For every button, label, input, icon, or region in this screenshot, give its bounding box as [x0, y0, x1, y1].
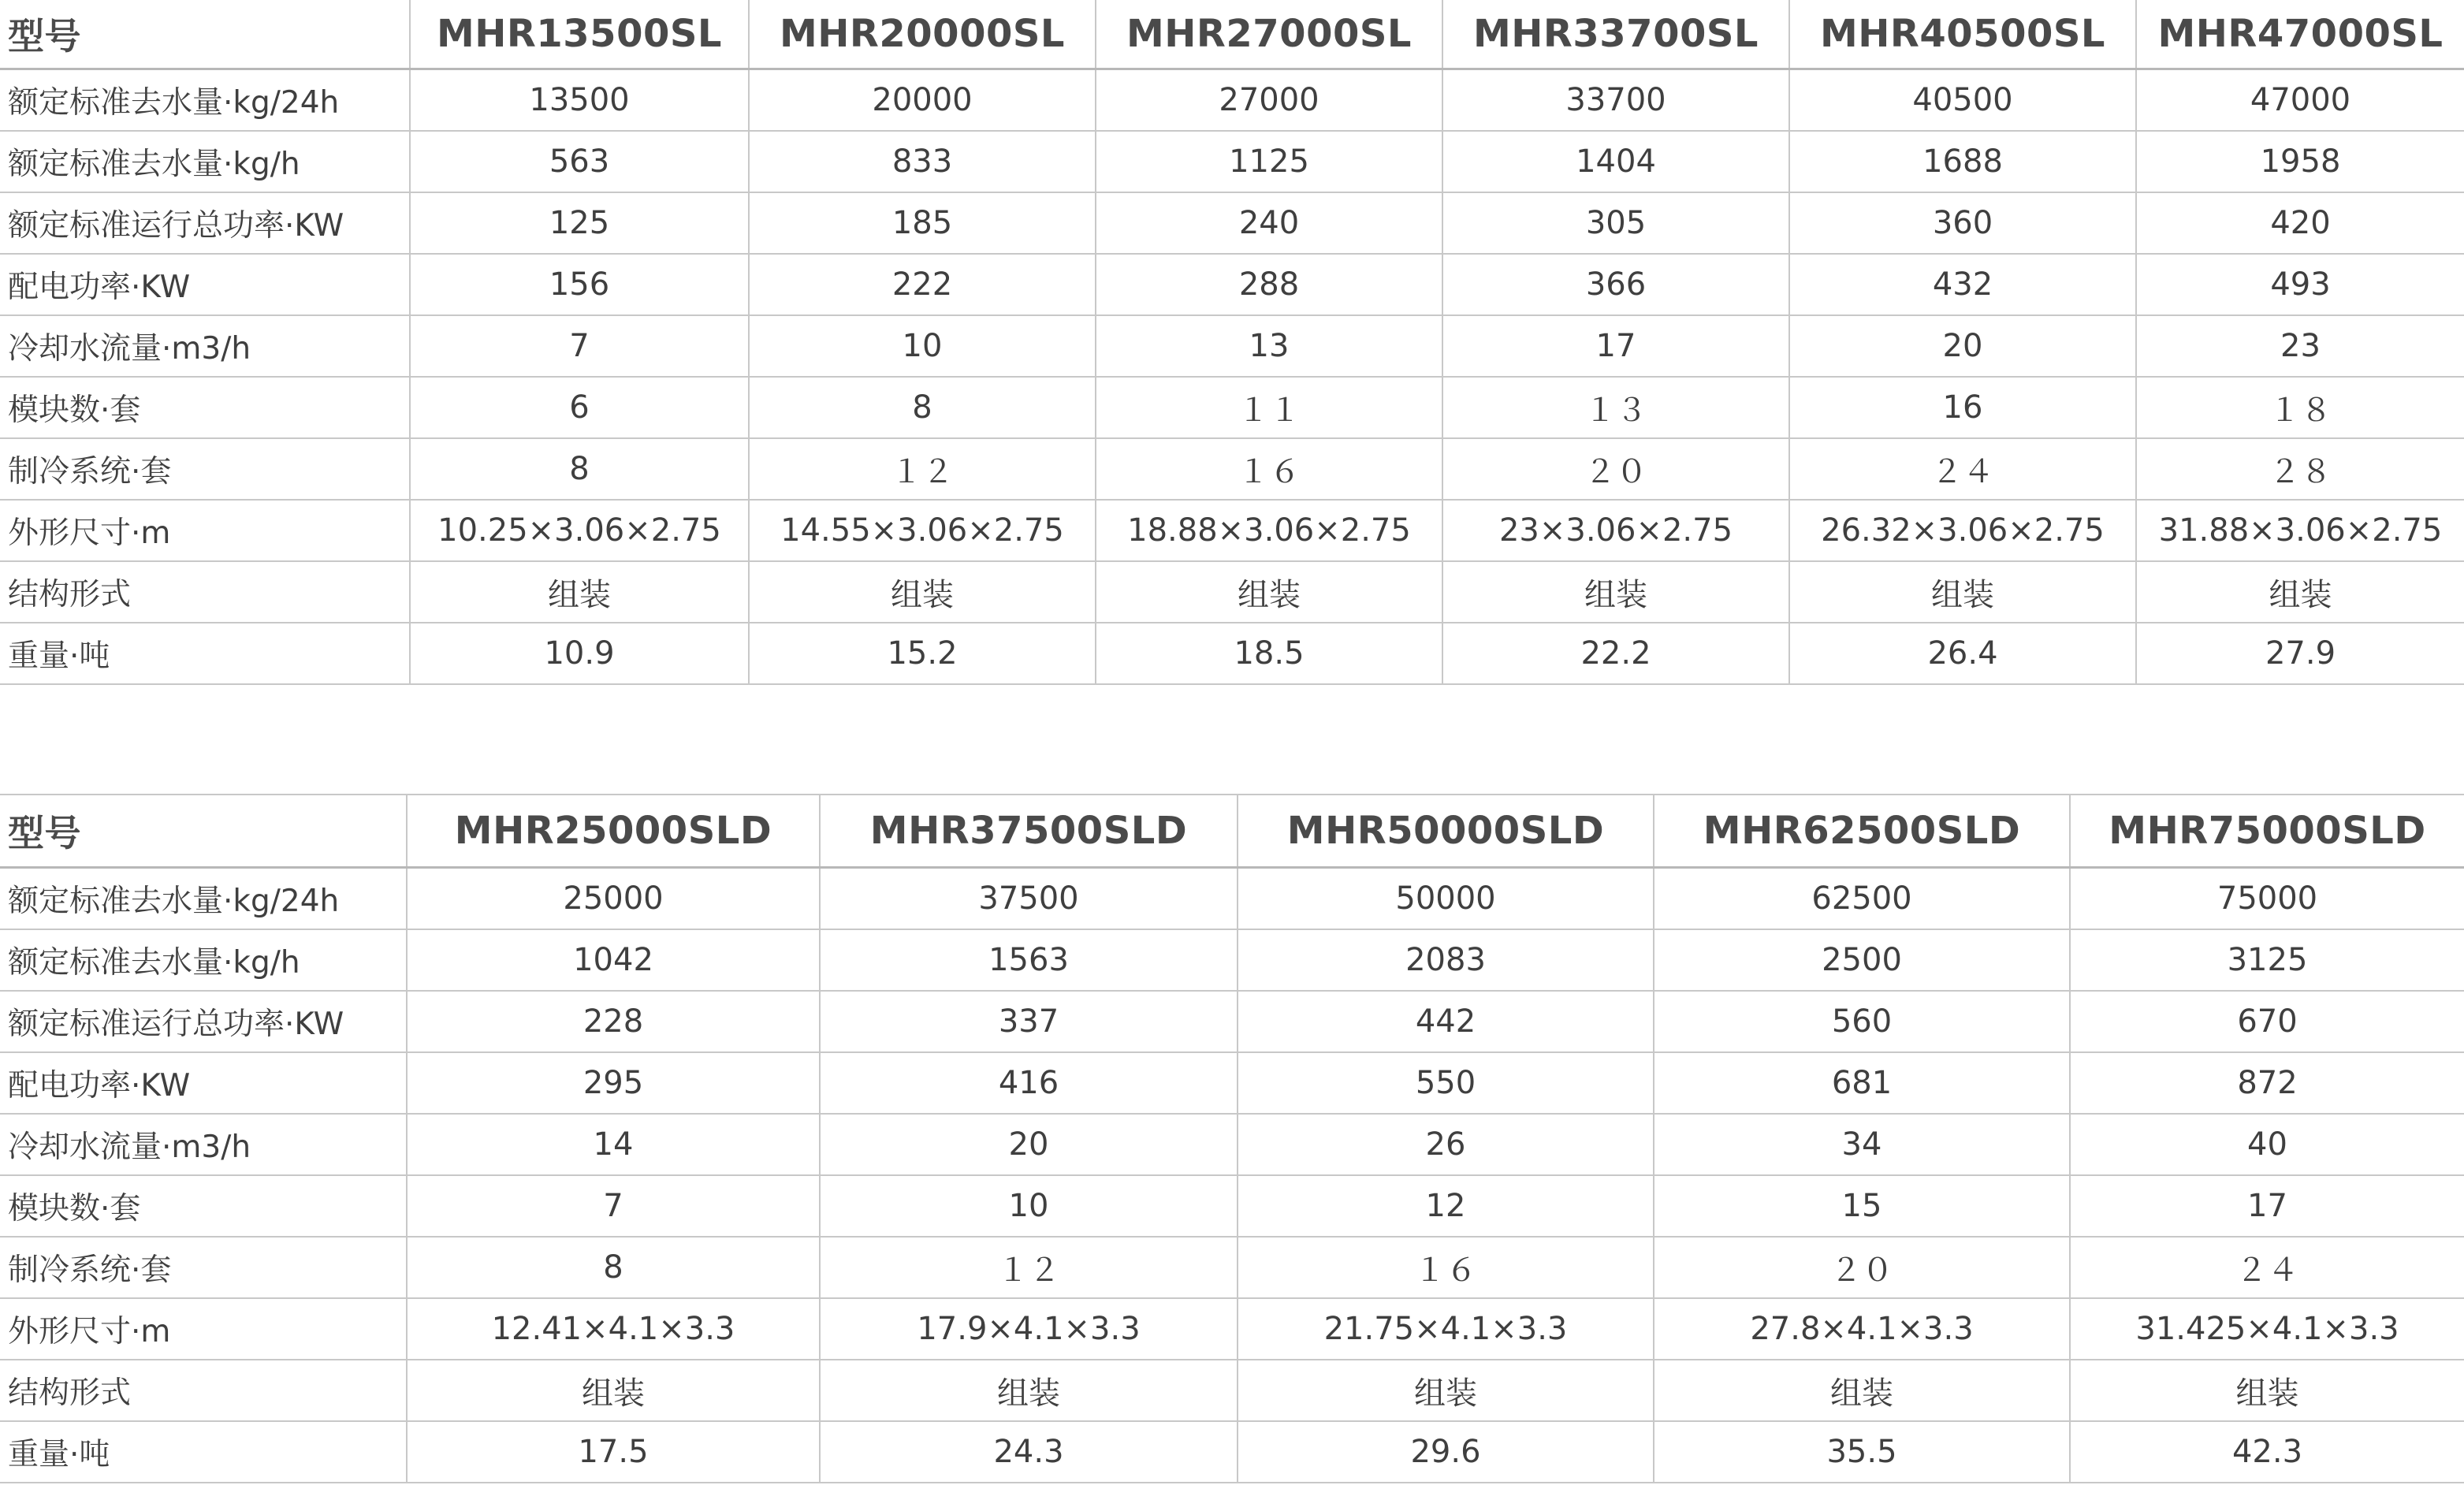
table-cell: 组装: [2070, 1360, 2464, 1421]
table-row: [0, 438, 2464, 500]
table-cell: １３: [1442, 377, 1789, 438]
table-cell: 组装: [1442, 561, 1789, 623]
table-cell: 29.6: [1238, 1421, 1654, 1483]
table-row: [0, 1237, 2464, 1298]
table-cell: 26.32×3.06×2.75: [1789, 500, 2136, 561]
table-cell: 305: [1442, 192, 1789, 254]
row-label: 重量·吨: [0, 1421, 407, 1483]
table-cell: 360: [1789, 192, 2136, 254]
model-column-header: MHR25000SLD: [407, 795, 820, 868]
table-header-row: [0, 795, 2464, 868]
model-column-header: MHR40500SL: [1789, 0, 2136, 69]
table-cell: 22.2: [1442, 623, 1789, 684]
table-row: [0, 131, 2464, 192]
table-row: [0, 1360, 2464, 1421]
table-row: [0, 1052, 2464, 1114]
model-column-header: MHR50000SLD: [1238, 795, 1654, 868]
spec-table-sld: [0, 794, 2464, 1483]
table-cell: 493: [2136, 254, 2464, 315]
table-cell: 33700: [1442, 69, 1789, 132]
table-cell: 40: [2070, 1114, 2464, 1175]
table-cell: 560: [1654, 991, 2070, 1052]
row-label: 额定标准去水量·kg/h: [0, 929, 407, 991]
row-label: 额定标准运行总功率·KW: [0, 192, 410, 254]
table-cell: ２４: [2070, 1237, 2464, 1298]
table-cell: 228: [407, 991, 820, 1052]
row-label: 冷却水流量·m3/h: [0, 1114, 407, 1175]
table-cell: 2500: [1654, 929, 2070, 991]
table-cell: 8: [749, 377, 1096, 438]
table-cell: １６: [1238, 1237, 1654, 1298]
table-row: [0, 561, 2464, 623]
table-row: [0, 623, 2464, 684]
table-cell: 20000: [749, 69, 1096, 132]
table-cell: 13500: [410, 69, 749, 132]
table-cell: 26: [1238, 1114, 1654, 1175]
table-cell: 240: [1096, 192, 1442, 254]
table-row: [0, 192, 2464, 254]
table-cell: 18.5: [1096, 623, 1442, 684]
model-column-header: MHR62500SLD: [1654, 795, 2070, 868]
table-cell: 8: [407, 1237, 820, 1298]
table-cell: 组装: [410, 561, 749, 623]
model-column-header: MHR27000SL: [1096, 0, 1442, 69]
table-cell: 47000: [2136, 69, 2464, 132]
table-cell: 62500: [1654, 868, 2070, 930]
table-cell: 1563: [820, 929, 1238, 991]
table-cell: 21.75×4.1×3.3: [1238, 1298, 1654, 1360]
table-cell: 40500: [1789, 69, 2136, 132]
row-label: 额定标准运行总功率·KW: [0, 991, 407, 1052]
table-row: [0, 991, 2464, 1052]
table-cell: 17.5: [407, 1421, 820, 1483]
table-cell: 23: [2136, 315, 2464, 377]
row-label: 配电功率·KW: [0, 254, 410, 315]
table-cell: 27.9: [2136, 623, 2464, 684]
table-cell: 26.4: [1789, 623, 2136, 684]
model-column-header: MHR13500SL: [410, 0, 749, 69]
table-cell: １２: [749, 438, 1096, 500]
table-row: [0, 69, 2464, 132]
row-label: 额定标准去水量·kg/24h: [0, 868, 407, 930]
table-cell: ２０: [1654, 1237, 2070, 1298]
table-cell: 13: [1096, 315, 1442, 377]
table-cell: 17: [2070, 1175, 2464, 1237]
table-cell: 组装: [1238, 1360, 1654, 1421]
table-cell: 432: [1789, 254, 2136, 315]
table-cell: 14.55×3.06×2.75: [749, 500, 1096, 561]
table-row: [0, 868, 2464, 930]
table-cell: 420: [2136, 192, 2464, 254]
table-cell: 组装: [407, 1360, 820, 1421]
table-cell: 1125: [1096, 131, 1442, 192]
model-column-header: MHR33700SL: [1442, 0, 1789, 69]
table-cell: 337: [820, 991, 1238, 1052]
table-cell: 872: [2070, 1052, 2464, 1114]
table-cell: 416: [820, 1052, 1238, 1114]
table-cell: 组装: [1789, 561, 2136, 623]
table-cell: ２８: [2136, 438, 2464, 500]
table-cell: 27000: [1096, 69, 1442, 132]
row-label: 模块数·套: [0, 1175, 407, 1237]
table-header-row: [0, 0, 2464, 69]
table-cell: 50000: [1238, 868, 1654, 930]
table-cell: 10.9: [410, 623, 749, 684]
table-cell: 1404: [1442, 131, 1789, 192]
table-cell: ２４: [1789, 438, 2136, 500]
table-cell: 550: [1238, 1052, 1654, 1114]
table-cell: 288: [1096, 254, 1442, 315]
table-cell: 35.5: [1654, 1421, 2070, 1483]
table-cell: 125: [410, 192, 749, 254]
row-label: 额定标准去水量·kg/24h: [0, 69, 410, 132]
table-body: [0, 69, 2464, 685]
table-row: [0, 500, 2464, 561]
table-cell: 75000: [2070, 868, 2464, 930]
table-cell: 2083: [1238, 929, 1654, 991]
table-row: [0, 1175, 2464, 1237]
table-cell: 1958: [2136, 131, 2464, 192]
table-cell: 31.425×4.1×3.3: [2070, 1298, 2464, 1360]
table-cell: 7: [410, 315, 749, 377]
table-cell: ２０: [1442, 438, 1789, 500]
model-header-label: 型号: [0, 795, 407, 868]
table-cell: 833: [749, 131, 1096, 192]
table-cell: 10: [820, 1175, 1238, 1237]
model-column-header: MHR20000SL: [749, 0, 1096, 69]
model-column-header: MHR47000SL: [2136, 0, 2464, 69]
table-cell: 27.8×4.1×3.3: [1654, 1298, 2070, 1360]
table-cell: 222: [749, 254, 1096, 315]
table-cell: 6: [410, 377, 749, 438]
table-row: [0, 315, 2464, 377]
table-cell: 3125: [2070, 929, 2464, 991]
table-cell: 15.2: [749, 623, 1096, 684]
row-label: 外形尺寸·m: [0, 1298, 407, 1360]
table-cell: １８: [2136, 377, 2464, 438]
table-cell: 12: [1238, 1175, 1654, 1237]
table-cell: 156: [410, 254, 749, 315]
table-cell: 20: [820, 1114, 1238, 1175]
model-column-header: MHR37500SLD: [820, 795, 1238, 868]
table-row: [0, 1114, 2464, 1175]
table-cell: 563: [410, 131, 749, 192]
row-label: 重量·吨: [0, 623, 410, 684]
table-cell: 37500: [820, 868, 1238, 930]
table-cell: 25000: [407, 868, 820, 930]
row-label: 制冷系统·套: [0, 1237, 407, 1298]
table-cell: １２: [820, 1237, 1238, 1298]
table-cell: 15: [1654, 1175, 2070, 1237]
table-cell: 1688: [1789, 131, 2136, 192]
table-cell: 组装: [2136, 561, 2464, 623]
row-label: 额定标准去水量·kg/h: [0, 131, 410, 192]
table-cell: 670: [2070, 991, 2464, 1052]
table-cell: 7: [407, 1175, 820, 1237]
table-cell: 10: [749, 315, 1096, 377]
table-cell: 295: [407, 1052, 820, 1114]
table-cell: 42.3: [2070, 1421, 2464, 1483]
model-header-label: 型号: [0, 0, 410, 69]
table-cell: 681: [1654, 1052, 2070, 1114]
table-cell: 17.9×4.1×3.3: [820, 1298, 1238, 1360]
table-cell: 1042: [407, 929, 820, 991]
table-cell: 组装: [749, 561, 1096, 623]
row-label: 外形尺寸·m: [0, 500, 410, 561]
table-row: [0, 377, 2464, 438]
row-label: 冷却水流量·m3/h: [0, 315, 410, 377]
table-cell: 366: [1442, 254, 1789, 315]
spec-table-sl: [0, 0, 2464, 685]
table-cell: 16: [1789, 377, 2136, 438]
table-body: [0, 868, 2464, 1483]
table-row: [0, 1298, 2464, 1360]
table-row: [0, 1421, 2464, 1483]
table-cell: 组装: [1096, 561, 1442, 623]
row-label: 配电功率·KW: [0, 1052, 407, 1114]
row-label: 结构形式: [0, 561, 410, 623]
table-row: [0, 254, 2464, 315]
table-cell: １６: [1096, 438, 1442, 500]
row-label: 制冷系统·套: [0, 438, 410, 500]
table-cell: 14: [407, 1114, 820, 1175]
table-cell: 组装: [820, 1360, 1238, 1421]
table-row: [0, 929, 2464, 991]
table-cell: 组装: [1654, 1360, 2070, 1421]
table-cell: 20: [1789, 315, 2136, 377]
row-label: 模块数·套: [0, 377, 410, 438]
table-cell: 442: [1238, 991, 1654, 1052]
table-cell: 185: [749, 192, 1096, 254]
table-cell: １１: [1096, 377, 1442, 438]
table-cell: 34: [1654, 1114, 2070, 1175]
table-cell: 18.88×3.06×2.75: [1096, 500, 1442, 561]
table-cell: 10.25×3.06×2.75: [410, 500, 749, 561]
table-cell: 12.41×4.1×3.3: [407, 1298, 820, 1360]
row-label: 结构形式: [0, 1360, 407, 1421]
table-cell: 8: [410, 438, 749, 500]
table-cell: 24.3: [820, 1421, 1238, 1483]
table-cell: 17: [1442, 315, 1789, 377]
table-cell: 31.88×3.06×2.75: [2136, 500, 2464, 561]
table-cell: 23×3.06×2.75: [1442, 500, 1789, 561]
model-column-header: MHR75000SLD: [2070, 795, 2464, 868]
